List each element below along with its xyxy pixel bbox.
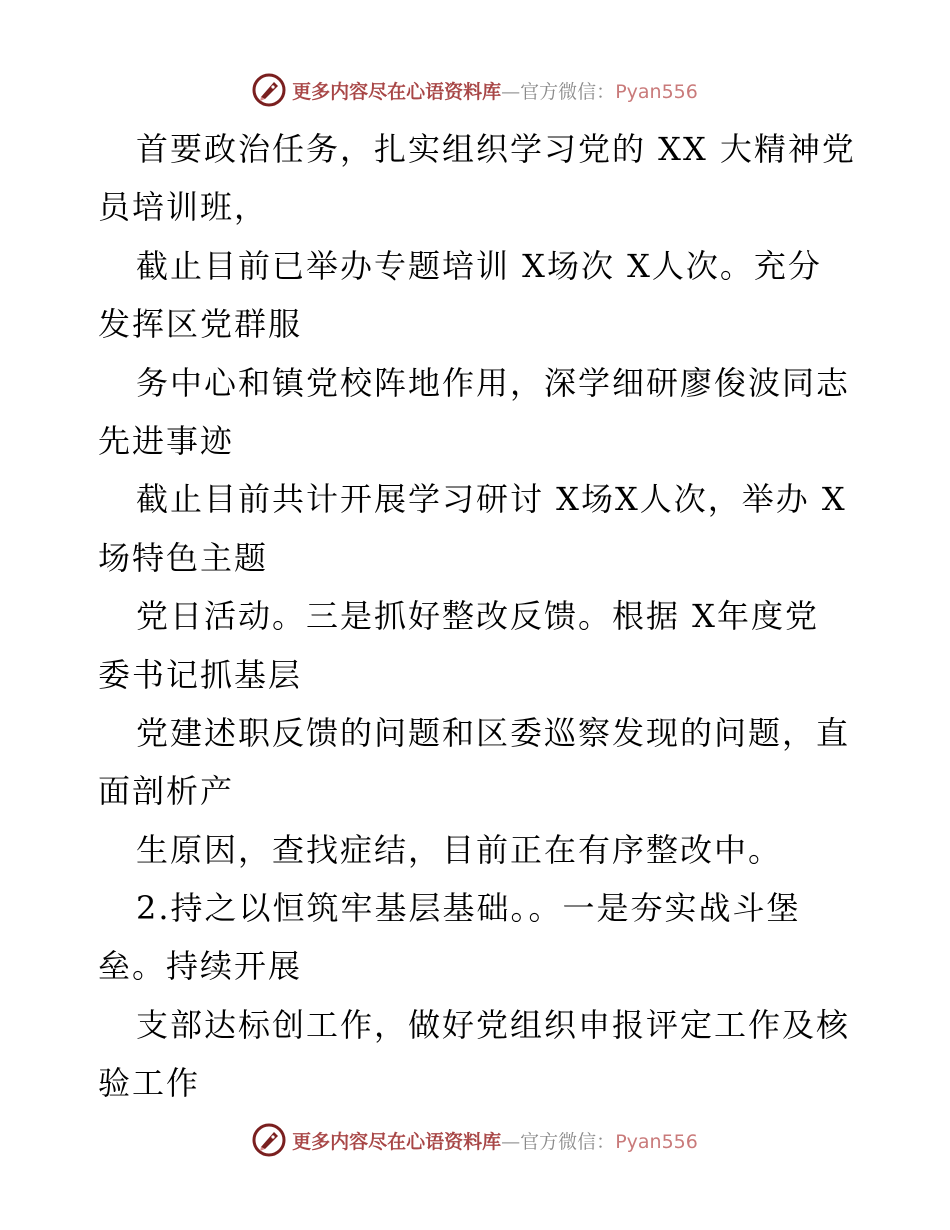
body-line: 截止目前共计开展学习研讨 X场X人次，举办 X — [136, 480, 847, 519]
body-line: 支部达标创工作，做好党组织申报评定工作及核 — [136, 1005, 851, 1044]
body-line: 截止目前已举办专题培训 X场次 X人次。充分 — [136, 246, 822, 285]
pen-nib-logo-icon — [252, 1123, 286, 1157]
footer-banner-separator: — — [501, 1130, 521, 1153]
header-banner-text — [292, 77, 698, 104]
body-line: 场特色主题 — [98, 538, 269, 577]
header-banner-label: 官方微信： — [520, 80, 616, 103]
header-banner-brand: 更多内容尽在心语资料库 — [292, 80, 502, 103]
body-line: 首要政治任务，扎实组织学习党的 XX 大精神党 — [136, 130, 856, 168]
header-banner-inner — [252, 73, 698, 107]
body-line: 委书记抓基层 — [98, 655, 303, 694]
header-banner-handle: Pyan556 — [615, 80, 698, 103]
body-line: 生原因，查找症结，目前正在有序整改中。 — [136, 830, 783, 869]
body-line: 发挥区党群服 — [98, 305, 303, 344]
header-banner-separator: — — [501, 80, 521, 103]
body-line: 务中心和镇党校阵地作用，深学细研廖俊波同志 — [136, 363, 851, 402]
document-body — [98, 120, 858, 1113]
header-banner — [0, 70, 950, 110]
body-line: 垒。持续开展 — [98, 947, 303, 986]
pen-nib-logo-icon — [252, 73, 286, 107]
footer-banner-inner — [252, 1123, 698, 1157]
footer-banner — [0, 1120, 950, 1160]
body-line: 党建述职反馈的问题和区委巡察发现的问题，直 — [136, 713, 851, 752]
footer-banner-label: 官方微信： — [520, 1130, 616, 1153]
footer-banner-text — [292, 1127, 698, 1154]
footer-banner-handle: Pyan556 — [615, 1130, 698, 1153]
body-line: 党日活动。三是抓好整改反馈。根据 X年度党 — [136, 597, 819, 636]
body-line: 面剖析产 — [98, 772, 235, 811]
body-line: 验工作 — [98, 1064, 201, 1103]
footer-banner-brand: 更多内容尽在心语资料库 — [292, 1130, 502, 1153]
body-line: 2.持之以恒筑牢基层基础。。一是夯实战斗堡 — [136, 889, 801, 928]
body-line: 员培训班， — [98, 188, 269, 227]
body-line: 先进事迹 — [98, 421, 235, 460]
